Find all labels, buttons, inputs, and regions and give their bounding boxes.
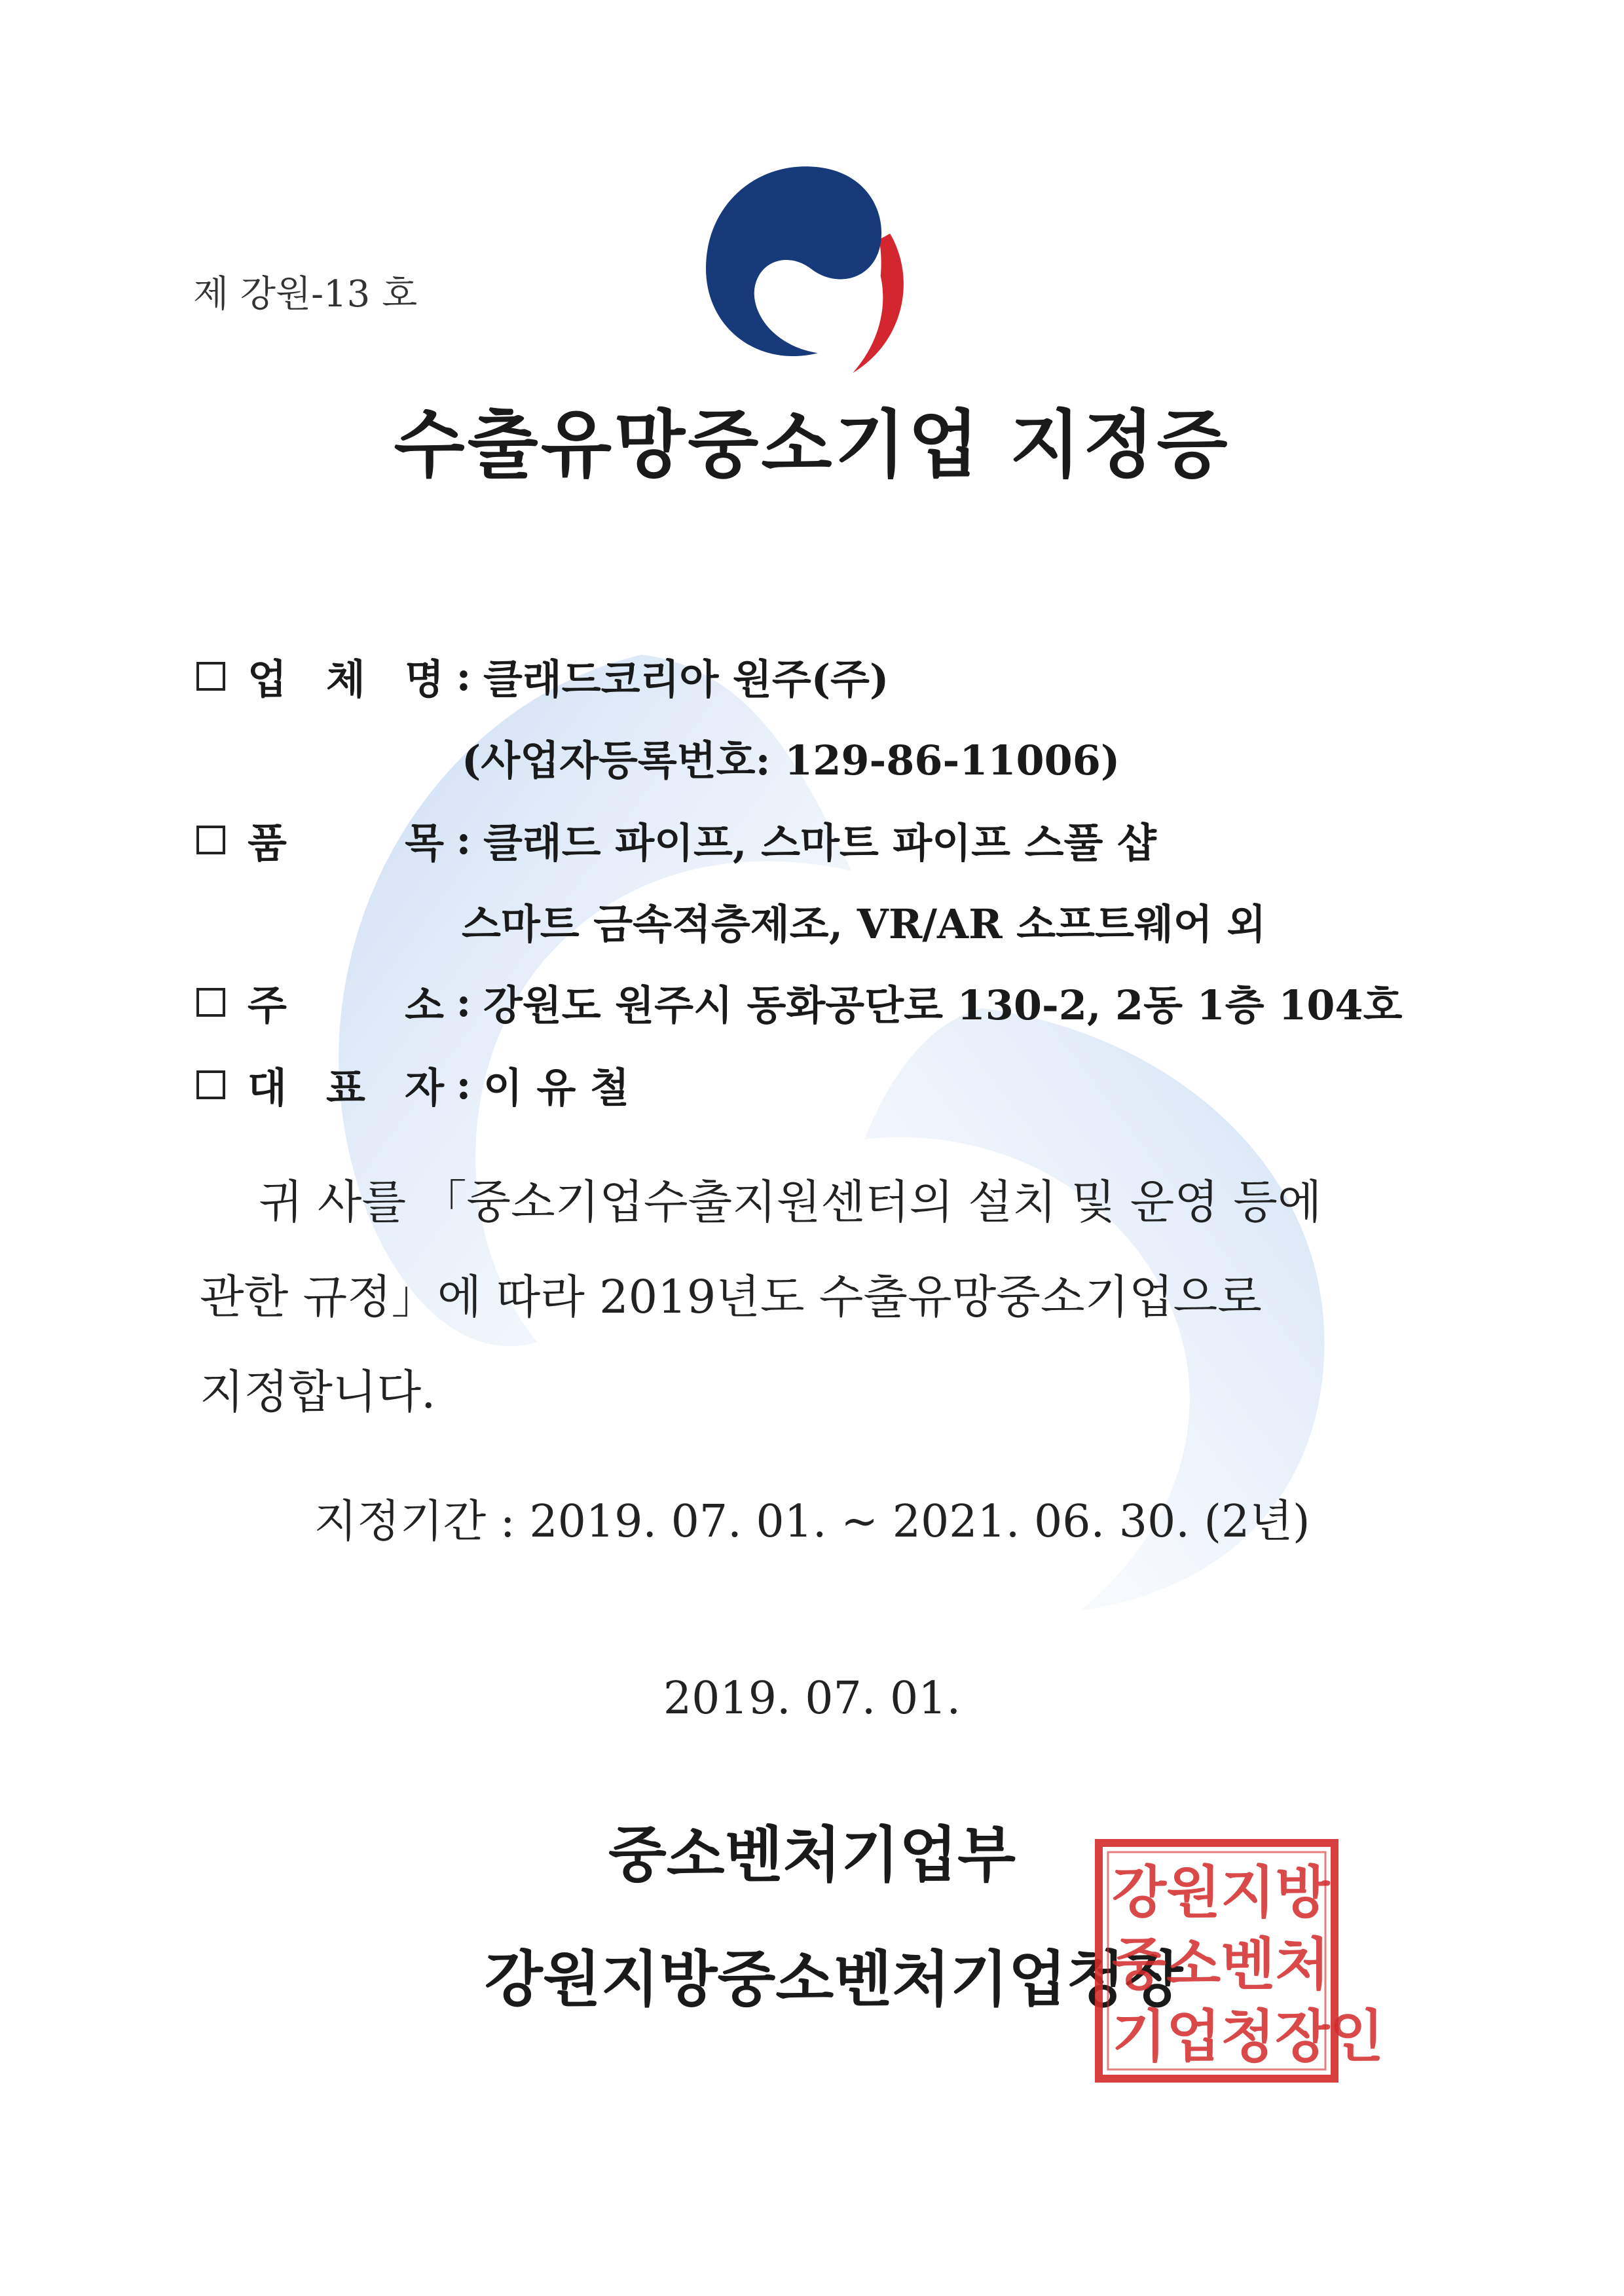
field-label: 업 체 명 bbox=[248, 655, 444, 703]
svg-text:기업청장인: 기업청장인 bbox=[1112, 2004, 1384, 2069]
checkbox-icon bbox=[196, 826, 225, 854]
field-label: 대 표 자 bbox=[248, 1064, 444, 1112]
issuing-ministry: 중소벤처기업부 bbox=[608, 1819, 1016, 1890]
checkbox-icon bbox=[196, 1070, 225, 1099]
field-value: 클래드코리아 원주(주) bbox=[483, 655, 889, 703]
issue-date: 2019. 07. 01. bbox=[663, 1673, 961, 1724]
field-products bbox=[196, 811, 1156, 869]
field-company-name bbox=[196, 647, 889, 705]
body-line-3: 지정합니다. bbox=[200, 1365, 436, 1419]
body-line-2: 관한 규정」에 따라 2019년도 수출유망중소기업으로 bbox=[200, 1270, 1262, 1324]
svg-text:중소벤처: 중소벤처 bbox=[1112, 1932, 1330, 1997]
designation-period: 지정기간 : 2019. 07. 01. ~ 2021. 06. 30. (2년) bbox=[314, 1496, 1310, 1548]
field-colon: : bbox=[456, 652, 471, 700]
field-value: 클래드 파이프, 스마트 파이프 스풀 샵 bbox=[483, 819, 1156, 867]
body-line-1: 귀 사를 「중소기업수출지원센터의 설치 및 운영 등에 bbox=[259, 1175, 1322, 1229]
field-colon: : bbox=[456, 816, 471, 864]
checkbox-icon bbox=[196, 662, 225, 691]
products-continuation: 스마트 금속적층제조, VR/AR 소프트웨어 외 bbox=[462, 900, 1266, 948]
field-label: 품 목 bbox=[248, 819, 444, 867]
field-representative bbox=[196, 1055, 629, 1114]
svg-text:강원지방: 강원지방 bbox=[1112, 1860, 1330, 1925]
field-address bbox=[196, 973, 1403, 1031]
document-title: 수출유망중소기업 지정증 bbox=[394, 402, 1230, 488]
field-colon: : bbox=[456, 978, 471, 1026]
issuing-office: 강원지방중소벤처기업청장 bbox=[485, 1944, 1183, 2014]
certificate-number: 제 강원-13 호 bbox=[193, 273, 418, 316]
field-value: 강원도 원주시 동화공단로 130-2, 2동 1층 104호 bbox=[483, 981, 1403, 1029]
checkbox-icon bbox=[196, 988, 225, 1017]
business-registration-number: (사업자등록번호: 129-86-11006) bbox=[462, 737, 1120, 784]
official-seal-stamp bbox=[1092, 1836, 1384, 2085]
field-value: 이 유 철 bbox=[483, 1064, 629, 1112]
field-label: 주 소 bbox=[248, 981, 444, 1029]
government-emblem-icon bbox=[681, 144, 930, 393]
field-colon: : bbox=[456, 1061, 471, 1108]
